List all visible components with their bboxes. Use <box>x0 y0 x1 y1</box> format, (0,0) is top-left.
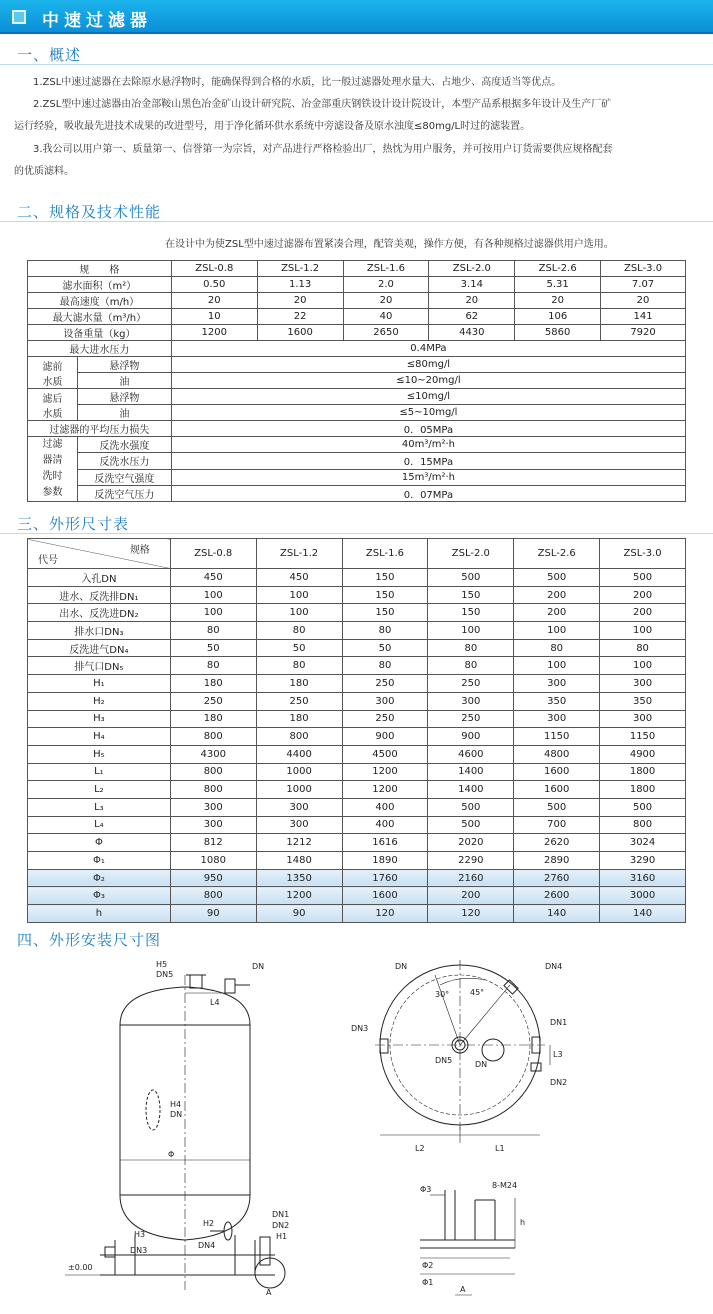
cell: 1400 <box>428 781 514 799</box>
overview-p2b: 运行经验，吸收最先进技术成果的改进型号，用于净化循环供水系统中旁滤设备及原水浊度≤80mg/L时过的滤装置。 <box>14 121 531 132</box>
cell: 450 <box>170 569 256 587</box>
table-row <box>28 675 686 693</box>
cell: 250 <box>428 710 514 728</box>
cell: 80 <box>428 657 514 675</box>
label-dn-mid: DN <box>170 1110 183 1119</box>
cell: 100 <box>256 586 342 604</box>
table-row <box>28 309 686 325</box>
cell: 2890 <box>514 852 600 870</box>
model-header: ZSL-2.0 <box>429 261 515 277</box>
cell: 1000 <box>256 763 342 781</box>
dimensions-table <box>27 538 686 923</box>
table-row <box>28 405 686 421</box>
cell: 1000 <box>256 781 342 799</box>
cell: 100 <box>514 657 600 675</box>
cell: 2290 <box>428 852 514 870</box>
table-row <box>28 869 686 887</box>
table-row <box>28 852 686 870</box>
cell: 106 <box>515 309 601 325</box>
cell: 300 <box>256 816 342 834</box>
cell: 0．15MPa <box>171 453 685 469</box>
corner-bottom-label: 代号 <box>38 555 58 566</box>
table-row <box>28 453 686 469</box>
cell: 1600 <box>257 325 343 341</box>
cell: 150 <box>428 586 514 604</box>
cell: 500 <box>428 569 514 587</box>
cell: 350 <box>600 692 686 710</box>
table-row <box>28 437 686 453</box>
cell: 3000 <box>600 887 686 905</box>
detail-a-drawing <box>410 1170 560 1305</box>
cell: 1200 <box>256 887 342 905</box>
table-row <box>28 622 686 640</box>
model-header: ZSL-3.0 <box>601 261 686 277</box>
cell: 700 <box>514 816 600 834</box>
plan-drawing <box>345 955 575 1160</box>
cell: 1212 <box>256 834 342 852</box>
table-row <box>28 745 686 763</box>
table-row <box>28 905 686 923</box>
cell: 80 <box>600 639 686 657</box>
table-row <box>28 421 686 437</box>
cell: 80 <box>256 622 342 640</box>
label-l3: L3 <box>553 1050 563 1059</box>
cell: 200 <box>428 887 514 905</box>
cell: 2620 <box>514 834 600 852</box>
cell: 300 <box>342 692 428 710</box>
overview-p2a: 2.ZSL型中速过滤器由冶金部鞍山黑色冶金矿山设计研究院、冶金部重庆钢铁设计设计院设计，本型产品系根据多年设计及生产厂矿 <box>33 99 612 110</box>
row-label: 油 <box>77 405 171 421</box>
divider <box>0 221 713 222</box>
label-l4: L4 <box>210 998 220 1007</box>
title-bar <box>0 0 713 34</box>
cell: 1760 <box>342 869 428 887</box>
label-h4: H4 <box>170 1100 182 1109</box>
cell: 100 <box>170 604 256 622</box>
row-label: 最大进水压力 <box>28 341 172 357</box>
cell: 7.07 <box>601 277 686 293</box>
cell: 250 <box>428 675 514 693</box>
corner-top-label: 规格 <box>129 545 150 556</box>
cell: 2600 <box>514 887 600 905</box>
cell: 1350 <box>256 869 342 887</box>
label-dn3: DN3 <box>130 1246 148 1255</box>
cell: 150 <box>342 586 428 604</box>
specs-table <box>27 260 686 502</box>
table-row <box>28 728 686 746</box>
label-dn5: DN5 <box>435 1056 453 1065</box>
table-row <box>28 389 686 405</box>
cell: 1400 <box>428 763 514 781</box>
cell: 20 <box>257 293 343 309</box>
cell: 141 <box>601 309 686 325</box>
cell: 800 <box>170 728 256 746</box>
row-label: 过滤器的平均压力损失 <box>28 421 172 437</box>
cell: ≤10mg/l <box>171 389 685 405</box>
cell: 50 <box>342 639 428 657</box>
label-phi: Φ <box>168 1150 175 1159</box>
cell: 4900 <box>600 745 686 763</box>
row-label: 滤水面积（m²） <box>28 277 172 293</box>
spec-header-label: 规 格 <box>28 261 172 277</box>
label-30deg: 30° <box>435 990 450 999</box>
cell: 950 <box>170 869 256 887</box>
model-header: ZSL-0.8 <box>171 261 257 277</box>
table-row <box>28 325 686 341</box>
cell: 300 <box>600 675 686 693</box>
group-label: 滤前 水质 <box>28 357 78 389</box>
cell: 22 <box>257 309 343 325</box>
overview-p1: 1.ZSL中速过滤器在去除原水悬浮物时，能确保得到合格的水质，比一般过滤器处理水量大、占地少、高度适当等优点。 <box>33 77 562 88</box>
table-row <box>28 569 686 587</box>
cell: 40 <box>343 309 429 325</box>
label-h5: H5 <box>156 960 168 969</box>
cell: 1600 <box>342 887 428 905</box>
row-label: L₁ <box>28 763 171 781</box>
cell: 20 <box>343 293 429 309</box>
label-l2: L2 <box>415 1144 425 1153</box>
cell: 500 <box>600 569 686 587</box>
cell: 250 <box>170 692 256 710</box>
cell: 300 <box>600 710 686 728</box>
cell: 500 <box>514 798 600 816</box>
cell: 180 <box>170 675 256 693</box>
cell: 180 <box>170 710 256 728</box>
cell: 7920 <box>601 325 686 341</box>
cell: 150 <box>342 604 428 622</box>
cell: 1800 <box>600 763 686 781</box>
table-row <box>28 373 686 389</box>
table-row <box>28 657 686 675</box>
cell: 62 <box>429 309 515 325</box>
label-dn4: DN4 <box>198 1241 216 1250</box>
cell: 1080 <box>170 852 256 870</box>
table-row <box>28 586 686 604</box>
overview-p3b: 的优质滤料。 <box>14 166 74 177</box>
label-a: A <box>460 1285 466 1294</box>
cell: 500 <box>514 569 600 587</box>
table-row <box>28 277 686 293</box>
divider <box>0 64 713 65</box>
cell: 80 <box>342 657 428 675</box>
cell: 100 <box>170 586 256 604</box>
cell: 50 <box>256 639 342 657</box>
label-h1: H1 <box>276 1232 288 1241</box>
table-row <box>28 485 686 501</box>
cell: 4430 <box>429 325 515 341</box>
cell: 200 <box>600 586 686 604</box>
row-label: 反洗空气压力 <box>77 485 171 501</box>
label-45deg: 45° <box>470 988 485 997</box>
cell: 0．07MPa <box>171 485 685 501</box>
model-header: ZSL-1.2 <box>256 539 342 569</box>
cell: 20 <box>515 293 601 309</box>
cell: 100 <box>600 622 686 640</box>
cell: 200 <box>600 604 686 622</box>
label-dn2: DN2 <box>550 1078 568 1087</box>
label-bolts: 8-M24 <box>492 1181 518 1190</box>
row-label: Φ₃ <box>28 887 171 905</box>
table-row <box>28 763 686 781</box>
cell: 90 <box>170 905 256 923</box>
cell: 150 <box>342 569 428 587</box>
cell: 1150 <box>600 728 686 746</box>
cell: 20 <box>601 293 686 309</box>
cell: 80 <box>170 657 256 675</box>
cell: 800 <box>170 763 256 781</box>
cell: ≤5~10mg/l <box>171 405 685 421</box>
cell: 80 <box>514 639 600 657</box>
model-header: ZSL-2.6 <box>515 261 601 277</box>
cell: 2760 <box>514 869 600 887</box>
label-dn5: DN5 <box>156 970 174 979</box>
cell: 100 <box>256 604 342 622</box>
model-header: ZSL-2.0 <box>428 539 514 569</box>
table-row <box>28 604 686 622</box>
cell: ≤80mg/l <box>171 357 685 373</box>
cell: 1200 <box>171 325 257 341</box>
model-header: ZSL-2.6 <box>514 539 600 569</box>
cell: 100 <box>600 657 686 675</box>
cell: 200 <box>514 604 600 622</box>
row-label: 悬浮物 <box>77 357 171 373</box>
cell: 350 <box>514 692 600 710</box>
table-row <box>28 834 686 852</box>
cell: 80 <box>342 622 428 640</box>
section-overview-heading: 一、概述 <box>17 46 82 64</box>
row-label: H₁ <box>28 675 171 693</box>
row-label: 最大滤水量（m³/h） <box>28 309 172 325</box>
cell: 80 <box>170 622 256 640</box>
model-header: ZSL-1.6 <box>343 261 429 277</box>
table-row <box>28 692 686 710</box>
cell: 15m³/m²·h <box>171 469 685 485</box>
specs-intro: 在设计中为使ZSL型中速过滤器布置紧凑合理，配管美观，操作方便，有各种规格过滤器供用户选用。 <box>165 239 614 250</box>
model-header: ZSL-1.6 <box>342 539 428 569</box>
cell: 4300 <box>170 745 256 763</box>
cell: 1150 <box>514 728 600 746</box>
cell: 3160 <box>600 869 686 887</box>
row-label: 反洗水强度 <box>77 437 171 453</box>
cell: 1600 <box>514 763 600 781</box>
cell: 2.0 <box>343 277 429 293</box>
cell: 100 <box>514 622 600 640</box>
cell: 800 <box>256 728 342 746</box>
cell: 400 <box>342 798 428 816</box>
label-phi2: Φ2 <box>422 1261 434 1270</box>
cell: 5.31 <box>515 277 601 293</box>
row-label: 出水、反洗进DN₂ <box>28 604 171 622</box>
cell: 500 <box>600 798 686 816</box>
cell: 900 <box>428 728 514 746</box>
cell: 140 <box>600 905 686 923</box>
row-label: L₃ <box>28 798 171 816</box>
cell: 1200 <box>342 763 428 781</box>
model-header: ZSL-0.8 <box>170 539 256 569</box>
cell: 90 <box>256 905 342 923</box>
cell: 3.14 <box>429 277 515 293</box>
row-label: 设备重量（kg） <box>28 325 172 341</box>
group-label: 滤后 水质 <box>28 389 78 421</box>
cell: 1890 <box>342 852 428 870</box>
label-phi1: Φ1 <box>422 1278 434 1287</box>
row-label: 排水口DN₃ <box>28 622 171 640</box>
row-label: h <box>28 905 171 923</box>
cell: 300 <box>428 692 514 710</box>
cell: 800 <box>170 887 256 905</box>
overview-p3a: 3.我公司以用户第一、质量第一、信誉第一为宗旨，对产品进行严格检验出厂，热忱为用户服务，并可按用户订货需要供应规格配套 <box>33 144 613 155</box>
label-l1: L1 <box>495 1144 505 1153</box>
model-header: ZSL-3.0 <box>600 539 686 569</box>
cell: 200 <box>514 586 600 604</box>
cell: 0．05MPa <box>171 421 685 437</box>
label-dn1: DN1 <box>550 1018 568 1027</box>
cell: 5860 <box>515 325 601 341</box>
cell: 0.4MPa <box>171 341 685 357</box>
cell: 2650 <box>343 325 429 341</box>
label-h: h <box>520 1218 526 1227</box>
cell: 900 <box>342 728 428 746</box>
table-row <box>28 261 686 277</box>
cell: 500 <box>428 798 514 816</box>
label-dn1: DN1 <box>272 1210 290 1219</box>
cell: 180 <box>256 675 342 693</box>
row-label: 反洗进气DN₄ <box>28 639 171 657</box>
cell: 1480 <box>256 852 342 870</box>
cell: 180 <box>256 710 342 728</box>
section-install-heading: 四、外形安装尺寸图 <box>17 931 162 949</box>
elevation-drawing <box>60 955 310 1300</box>
cell: ≤10~20mg/l <box>171 373 685 389</box>
cell: 20 <box>171 293 257 309</box>
cell: 40m³/m²·h <box>171 437 685 453</box>
square-icon <box>12 10 26 24</box>
label-zero: ±0.00 <box>68 1263 93 1272</box>
table-row <box>28 887 686 905</box>
cell: 400 <box>342 816 428 834</box>
row-label: 排气口DN₅ <box>28 657 171 675</box>
cell: 80 <box>256 657 342 675</box>
cell: 300 <box>170 816 256 834</box>
cell: 4400 <box>256 745 342 763</box>
row-label: H₅ <box>28 745 171 763</box>
cell: 50 <box>170 639 256 657</box>
group-label: 过滤 器清 洗时 参数 <box>28 437 78 502</box>
cell: 3024 <box>600 834 686 852</box>
row-label: H₄ <box>28 728 171 746</box>
table-row <box>28 341 686 357</box>
row-label: H₃ <box>28 710 171 728</box>
cell: 1200 <box>342 781 428 799</box>
row-label: 反洗空气强度 <box>77 469 171 485</box>
corner-header <box>28 539 171 569</box>
label-dn3: DN3 <box>351 1024 369 1033</box>
cell: 500 <box>428 816 514 834</box>
cell: 120 <box>342 905 428 923</box>
cell: 300 <box>256 798 342 816</box>
label-dn: DN <box>395 962 408 971</box>
table-row <box>28 798 686 816</box>
table-row <box>28 293 686 309</box>
section-dimensions-heading: 三、外形尺寸表 <box>17 515 130 533</box>
label-h2: H2 <box>203 1219 215 1228</box>
cell: 0.50 <box>171 277 257 293</box>
cell: 2020 <box>428 834 514 852</box>
cell: 1800 <box>600 781 686 799</box>
row-label: 悬浮物 <box>77 389 171 405</box>
model-header: ZSL-1.2 <box>257 261 343 277</box>
cell: 1616 <box>342 834 428 852</box>
cell: 4600 <box>428 745 514 763</box>
label-dn: DN <box>252 962 265 971</box>
label-dn4: DN4 <box>545 962 563 971</box>
label-dn-center: DN <box>475 1060 488 1069</box>
row-label: L₄ <box>28 816 171 834</box>
row-label: 进水、反洗排DN₁ <box>28 586 171 604</box>
cell: 800 <box>600 816 686 834</box>
table-row <box>28 357 686 373</box>
cell: 450 <box>256 569 342 587</box>
table-row <box>28 539 686 569</box>
cell: 1.13 <box>257 277 343 293</box>
cell: 250 <box>342 710 428 728</box>
cell: 2160 <box>428 869 514 887</box>
row-label: Φ₁ <box>28 852 171 870</box>
cell: 10 <box>171 309 257 325</box>
page-title: 中速过滤器 <box>42 11 152 31</box>
row-label: Φ₂ <box>28 869 171 887</box>
row-label: L₂ <box>28 781 171 799</box>
row-label: 反洗水压力 <box>77 453 171 469</box>
cell: 150 <box>428 604 514 622</box>
row-label: 最高速度（m/h） <box>28 293 172 309</box>
cell: 800 <box>170 781 256 799</box>
cell: 4500 <box>342 745 428 763</box>
cell: 1600 <box>514 781 600 799</box>
label-h3: H3 <box>134 1230 146 1239</box>
label-dn2: DN2 <box>272 1221 290 1230</box>
row-label: 油 <box>77 373 171 389</box>
cell: 300 <box>514 710 600 728</box>
cell: 300 <box>514 675 600 693</box>
cell: 250 <box>256 692 342 710</box>
label-phi3: Φ3 <box>420 1185 432 1194</box>
cell: 4800 <box>514 745 600 763</box>
cell: 80 <box>428 639 514 657</box>
row-label: Φ <box>28 834 171 852</box>
cell: 812 <box>170 834 256 852</box>
row-label: H₂ <box>28 692 171 710</box>
divider <box>0 533 713 534</box>
cell: 250 <box>342 675 428 693</box>
label-a: A <box>266 1288 272 1297</box>
cell: 20 <box>429 293 515 309</box>
cell: 140 <box>514 905 600 923</box>
cell: 300 <box>170 798 256 816</box>
table-row <box>28 816 686 834</box>
row-label: 入孔DN <box>28 569 171 587</box>
table-row <box>28 469 686 485</box>
cell: 100 <box>428 622 514 640</box>
section-specs-heading: 二、规格及技术性能 <box>17 203 162 221</box>
table-row <box>28 781 686 799</box>
cell: 120 <box>428 905 514 923</box>
cell: 3290 <box>600 852 686 870</box>
table-row <box>28 639 686 657</box>
table-row <box>28 710 686 728</box>
